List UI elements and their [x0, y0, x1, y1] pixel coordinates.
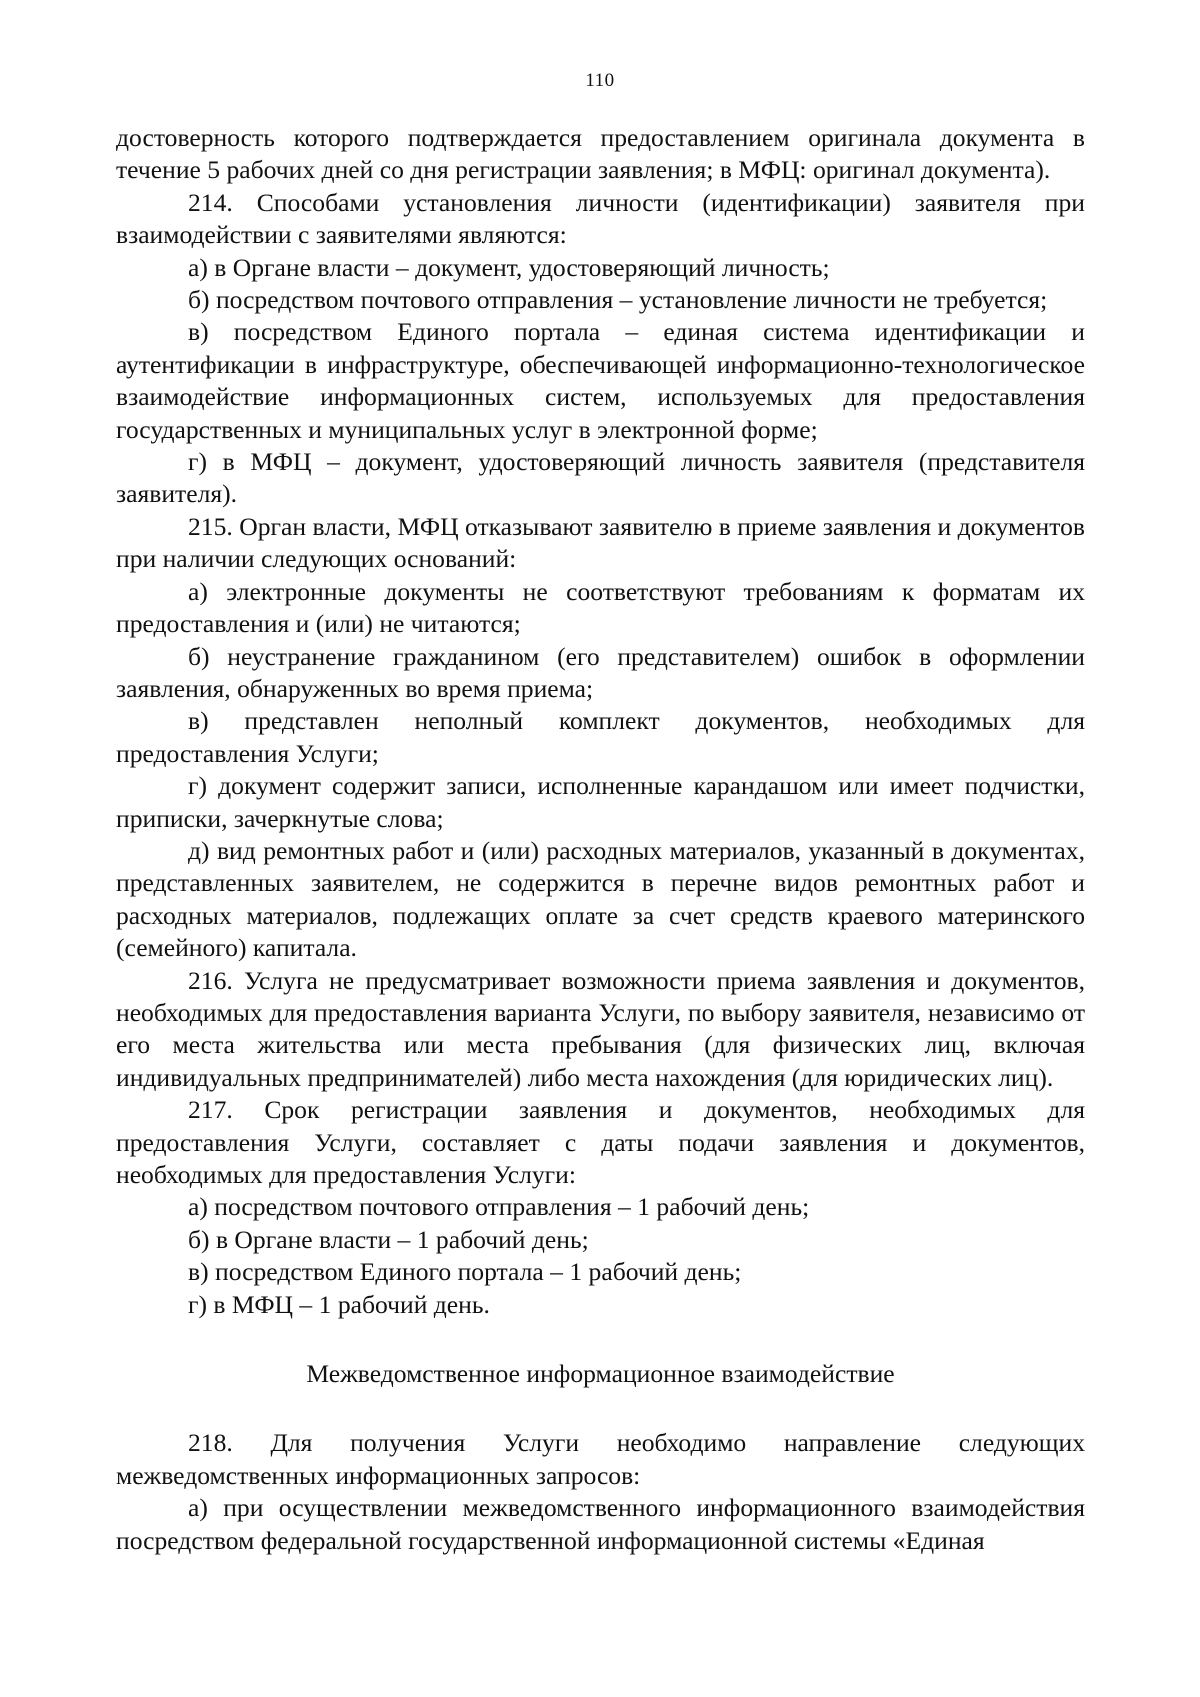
list-item-215-a: а) электронные документы не соответствуют требованиям к форматам их предоставления и (или) не читаются;	[116, 576, 1085, 639]
paragraph-217: 217. Срок регистрации заявления и документов, необходимых для предоставления Услуги, составляет с даты подачи заявления и документов, необходимых для предоставления Услуги:	[116, 1095, 1085, 1189]
list-item-214-g: г) в МФЦ – документ, удостоверяющий личность заявителя (представителя заявителя).	[116, 447, 1085, 509]
list-item-215-d: д) вид ремонтных работ и (или) расходных материалов, указанный в документах, представленных заявителем, не содержится в перечне видов ремонтных работ и расходных материалов, подлежащих оплате за счет средств краевого материнского (семейного) капитала.	[116, 835, 1085, 963]
list-item-215-b: б) неустранение гражданином (его представителем) ошибок в оформлении заявления, обнаруженных во время приема;	[116, 641, 1085, 703]
section-heading: Межведомственное информационное взаимодействие	[306, 1359, 895, 1389]
list-item-217-v: в) посредством Единого портала – 1 рабочий день;	[188, 1257, 742, 1287]
paragraph-214: 214. Способами установления личности (идентификации) заявителя при взаимодействии с заявителями являются:	[116, 187, 1085, 250]
list-item-218-a: а) при осуществлении межведомственного информационного взаимодействия посредством федеральной государственной информационной системы «Единая	[116, 1493, 1085, 1555]
list-item-217-b: б) в Органе власти – 1 рабочий день;	[188, 1224, 589, 1254]
list-item-214-b: б) посредством почтового отправления – установление личности не требуется;	[188, 285, 1048, 315]
paragraph-continuation: достоверность которого подтверждается предоставлением оригинала документа в течение 5 рабочих дней со дня регистрации заявления; в МФЦ: оригинал документа).	[116, 123, 1085, 185]
list-item-215-g: г) документ содержит записи, исполненные карандашом или имеет подчистки, приписки, зачеркнутые слова;	[116, 771, 1085, 833]
paragraph-218: 218. Для получения Услуги необходимо направление следующих межведомственных информационных запросов:	[116, 1428, 1085, 1490]
paragraph-215: 215. Орган власти, МФЦ отказывают заявителю в приеме заявления и документов при наличии следующих оснований:	[116, 511, 1085, 574]
list-item-215-v: в) представлен неполный комплект документов, необходимых для предоставления Услуги;	[116, 706, 1085, 768]
list-item-217-g: г) в МФЦ – 1 рабочий день.	[188, 1289, 490, 1319]
page-number: 110	[585, 70, 615, 91]
document-body	[116, 122, 1085, 1557]
paragraph-216: 216. Услуга не предусматривает возможности приема заявления и документов, необходимых для предоставления варианта Услуги, по выбору заявителя, независимо от его места жительства или места пребывания (для физических лиц, включая индивидуальных предпринимателей) либо места нахождения (для юридических лиц).	[116, 965, 1085, 1092]
list-item-214-v: в) посредством Единого портала – единая система идентификации и аутентификации в инфраструктуре, обеспечивающей информационно-технологическое взаимодействие информационных систем, используемых для предоставления государственных и муниципальных услуг в электронной форме;	[116, 317, 1085, 444]
list-item-217-a: а) посредством почтового отправления – 1 рабочий день;	[188, 1192, 810, 1222]
list-item-214-a: а) в Органе власти – документ, удостоверяющий личность;	[188, 252, 830, 282]
